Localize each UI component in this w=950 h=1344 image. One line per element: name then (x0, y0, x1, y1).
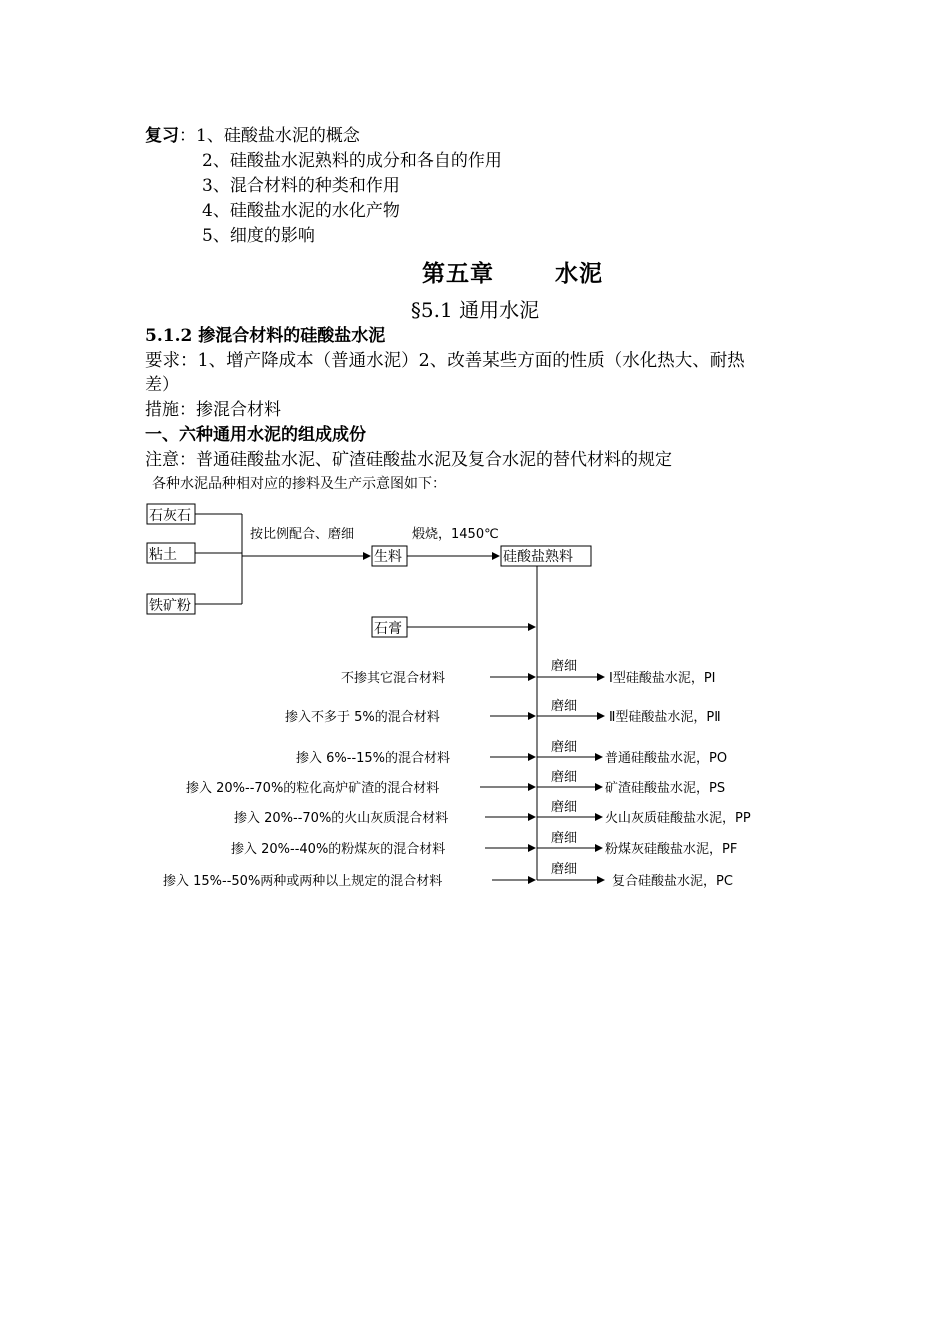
raw-limestone: 石灰石 (149, 508, 191, 524)
diagram-caption: 各种水泥品种相对应的掺料及生产示意图如下： (152, 476, 446, 492)
measure-line: 措施：掺混合材料 (145, 400, 281, 420)
additive-label: 掺入 6%--15%的混合材料 (296, 751, 451, 766)
chapter-name: 水泥 (555, 260, 603, 287)
grind-label: 磨细 (551, 862, 578, 877)
additive-label: 掺入 20%--40%的粉煤灰的混合材料 (231, 842, 446, 857)
grind-label: 磨细 (551, 740, 578, 755)
review-item: 5、细度的影响 (202, 226, 315, 246)
product-label: 火山灰质硅酸盐水泥，PP (605, 811, 751, 826)
additive-label: 掺入不多于 5%的混合材料 (285, 710, 440, 725)
mix-grind-label: 按比例配合、磨细 (250, 527, 355, 542)
additive-label: 掺入 20%--70%的火山灰质混合材料 (234, 811, 449, 826)
clinker: 硅酸盐熟料 (503, 549, 573, 565)
product-label: Ⅰ型硅酸盐水泥，PⅠ (609, 671, 716, 686)
review-item: 3、混合材料的种类和作用 (202, 176, 400, 196)
additive-label: 掺入 15%--50%两种或两种以上规定的混合材料 (163, 874, 443, 889)
review-label: 复习 (145, 126, 179, 146)
product-label: 粉煤灰硅酸盐水泥，PF (605, 842, 738, 857)
review-item: 4、硅酸盐水泥的水化产物 (202, 201, 400, 221)
requirement-line-2: 差） (145, 375, 179, 395)
raw-meal: 生料 (374, 549, 402, 565)
product-label: 普通硅酸盐水泥，PO (605, 751, 728, 766)
requirement-line-1: 要求：1、增产降成本（普通水泥）2、改善某些方面的性质（水化热大、耐热 (145, 351, 745, 371)
chapter-number: 第五章 (422, 260, 494, 287)
product-label: 复合硅酸盐水泥，PC (612, 874, 733, 889)
additive-label: 不掺其它混合材料 (341, 671, 446, 686)
review-item: 2、硅酸盐水泥熟料的成分和各自的作用 (202, 151, 502, 171)
grind-label: 磨细 (551, 831, 578, 846)
heading-composition: 一、六种通用水泥的组成成份 (145, 425, 366, 445)
grind-label: 磨细 (551, 659, 578, 674)
additive-label: 掺入 20%--70%的粒化高炉矿渣的混合材料 (186, 781, 440, 796)
review-item: 1、硅酸盐水泥的概念 (196, 126, 360, 146)
gypsum: 石膏 (374, 621, 402, 637)
raw-clay: 粘土 (149, 547, 177, 563)
product-label: Ⅱ型硅酸盐水泥，PⅡ (609, 710, 721, 725)
section-title: §5.1 通用水泥 (410, 298, 540, 322)
burn-label: 煅烧，1450℃ (412, 527, 499, 542)
subsection-title: 5.1.2 掺混合材料的硅酸盐水泥 (145, 326, 386, 346)
product-label: 矿渣硅酸盐水泥，PS (605, 781, 726, 796)
grind-label: 磨细 (551, 770, 578, 785)
review-colon: ： (179, 126, 196, 146)
note-line: 注意：普通硅酸盐水泥、矿渣硅酸盐水泥及复合水泥的替代材料的规定 (145, 450, 672, 470)
grind-label: 磨细 (551, 800, 578, 815)
raw-iron-ore: 铁矿粉 (149, 598, 191, 614)
grind-label: 磨细 (551, 699, 578, 714)
